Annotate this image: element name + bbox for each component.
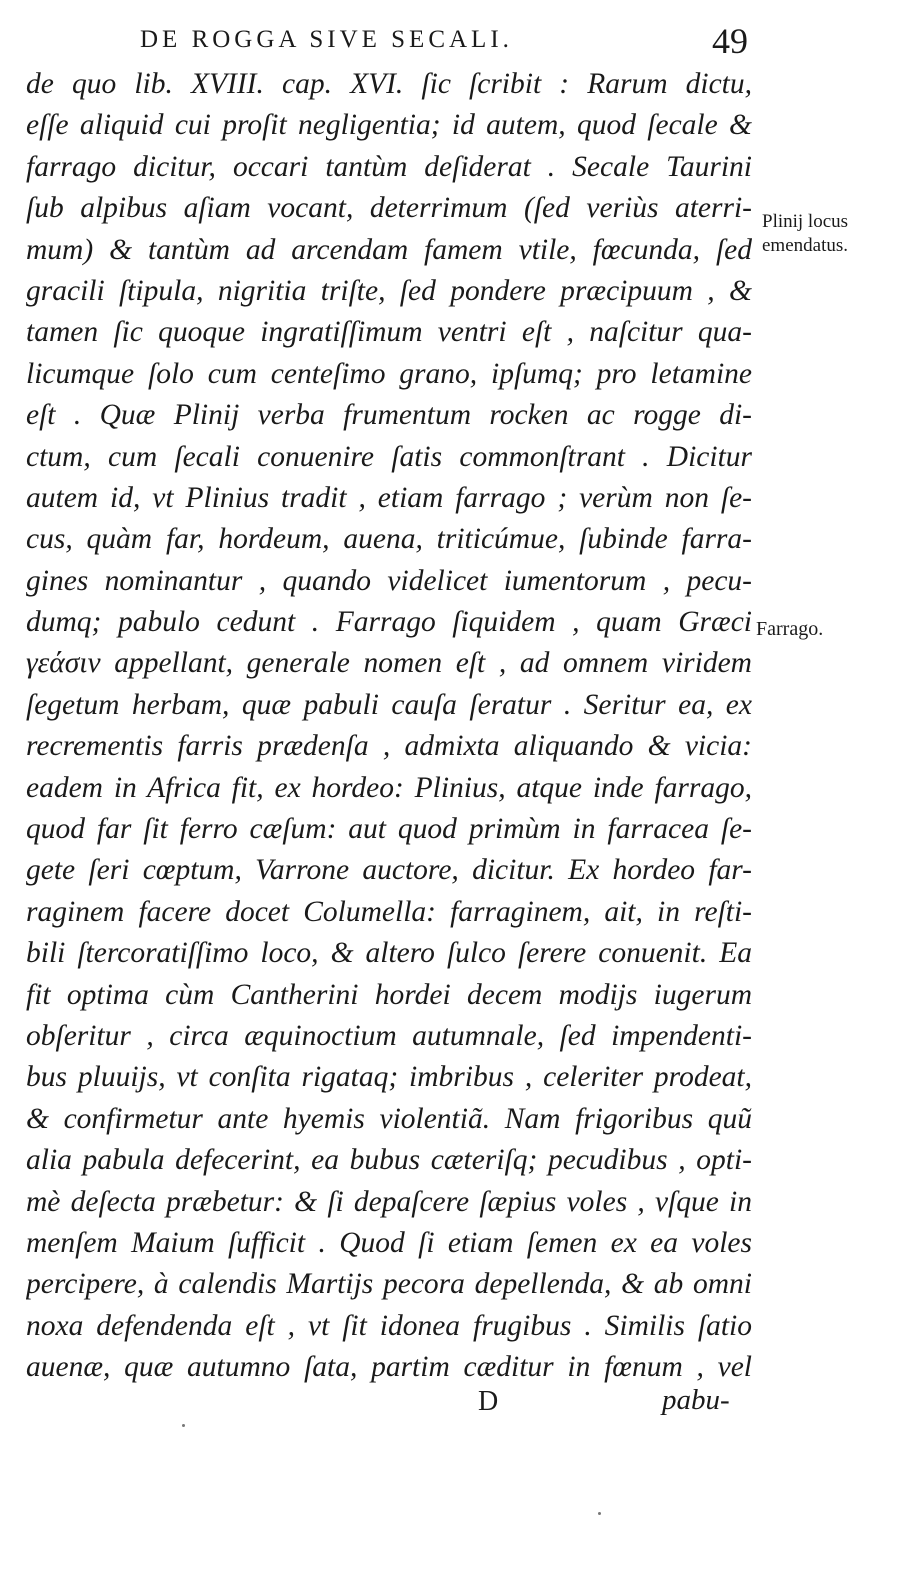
text-line: farrago dicitur, occari tantùm deſiderat . Secale Taurini: [26, 150, 752, 183]
text-line: gracili ſtipula, nigritia triſte, ſed pondere præcipuum , &: [26, 274, 752, 307]
text-line: auenæ, quæ autumno ſata, partim cæditur in fœnum , vel: [26, 1351, 752, 1384]
ink-speck: [598, 1512, 601, 1515]
text-line: bus pluuijs, vt conſita rigataq; imbribus , celeriter prodeat,: [26, 1061, 752, 1094]
text-line: gete ſeri cœptum, Varrone auctore, dicitur. Ex hordeo far-: [26, 854, 752, 887]
page-number: 49: [712, 21, 748, 61]
text-line: gines nominantur , quando videlicet iumentorum , pecu-: [26, 564, 752, 597]
text-line: ctum, cum ſecali conuenire ſatis commonſtrant . Dicitur: [26, 440, 752, 473]
text-line: noxa defendenda eſt , vt ſit idonea frugibus . Similis ſatio: [26, 1309, 752, 1342]
marginal-note-farrago: Farrago.: [756, 618, 824, 640]
marginal-note-plinij: [762, 210, 848, 258]
text-line: eſt . Quæ Plinij verba frumentum rocken ac rogge di-: [26, 399, 752, 432]
text-line: raginem facere docet Columella: farraginem, ait, in reſti-: [26, 895, 752, 928]
text-line: ſegetum herbam, quæ pabuli cauſa ſeratur . Seritur ea, ex: [26, 688, 752, 721]
ink-speck: [182, 1424, 185, 1427]
text-line: bili ſtercoratiſſimo loco, & altero ſulco ſerere conuenit. Ea: [26, 937, 752, 970]
text-line: obſeritur , circa æquinoctium autumnale, ſed impendenti-: [26, 1019, 752, 1052]
text-line: de quo lib. XVIII. cap. XVI. ſic ſcribit : Rarum dictu,: [26, 68, 752, 100]
text-line: cus, quàm far, hordeum, auena, triticúmue, ſubinde farra-: [26, 523, 752, 556]
text-line: licumque ſolo cum centeſimo grano, ipſumq; pro letamine: [26, 357, 752, 390]
text-line: ſub alpibus aſiam vocant, deterrimum (ſed veriùs aterri-: [26, 192, 752, 225]
text-line: dumq; pabulo cedunt . Farrago ſiquidem , quam Græci: [26, 606, 752, 639]
text-line: autem id, vt Plinius tradit , etiam farrago ; verùm non ſe-: [26, 481, 752, 514]
text-line: quod far ſit ferro cæſum: aut quod primùm in farracea ſe-: [26, 813, 752, 846]
text-line: γεάσιν appellant, generale nomen eſt , ad omnem viridem: [26, 647, 752, 680]
text-line: fit optima cùm Cantherini hordei decem modijs iugerum: [26, 978, 752, 1011]
text-line: mum) & tantùm ad arcendam famem vtile, fœcunda, ſed: [26, 233, 752, 266]
signature-mark: D: [478, 1386, 499, 1417]
text-line: & confirmetur ante hyemis violentiã. Nam frigoribus quũ: [26, 1102, 752, 1135]
text-line: menſem Maium ſufficit . Quod ſi etiam ſemen ex ea voles: [26, 1226, 752, 1259]
marginal-note-line: emendatus.: [762, 235, 849, 256]
text-line: eſſe aliquid cui proſit negligentia; id autem, quod ſecale &: [26, 109, 752, 142]
catchword: pabu-: [662, 1384, 730, 1416]
body-text: [26, 64, 752, 1389]
running-head-title: DE ROGGA SIVE SECALI.: [140, 26, 513, 53]
text-line: percipere, à calendis Martijs pecora depellenda, & ab omni: [26, 1268, 752, 1301]
text-line: recrementis farris prædenſa , admixta aliquando & vicia:: [26, 730, 752, 763]
text-line: alia pabula defecerint, ea bubus cæteriſq; pecudibus , opti-: [26, 1144, 752, 1177]
text-line: eadem in Africa fit, ex hordeo: Plinius, atque inde farrago,: [26, 771, 752, 804]
marginal-note-line: Plinij locus: [762, 211, 849, 232]
text-line: tamen ſic quoque ingratiſſimum ventri eſt , naſcitur qua-: [26, 316, 752, 349]
text-line: mè deſecta præbetur: & ſi depaſcere ſæpius voles , vſque in: [26, 1185, 752, 1218]
